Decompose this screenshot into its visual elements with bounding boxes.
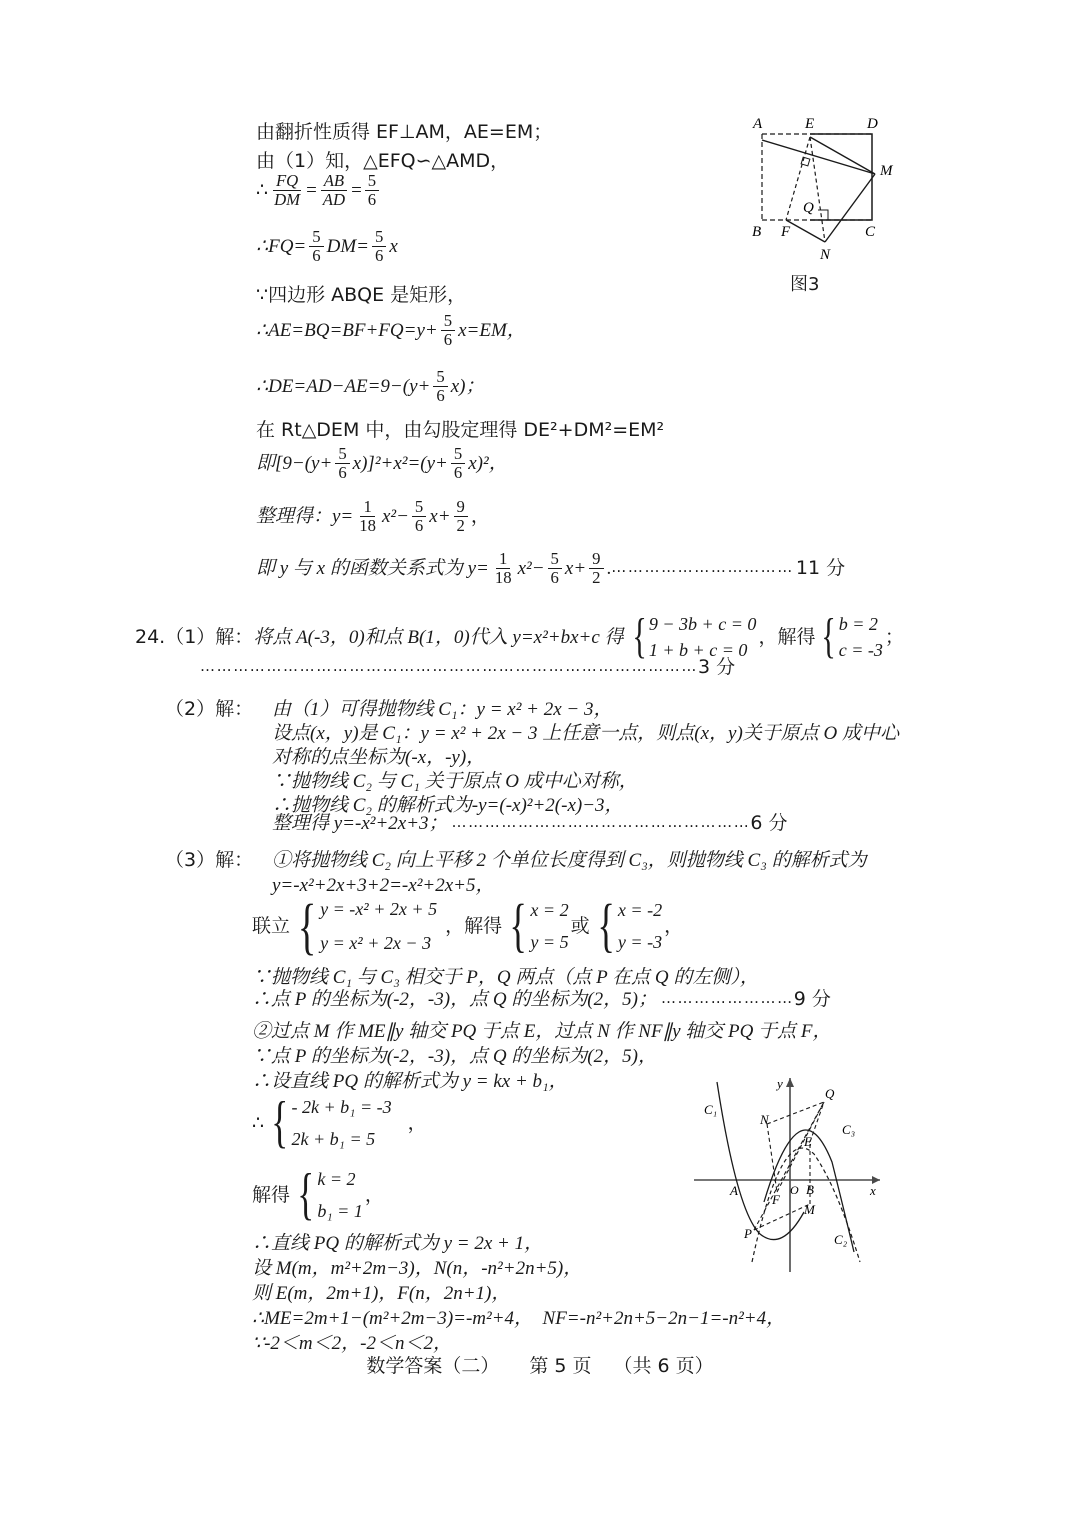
figure-3 bbox=[742, 112, 952, 295]
label-q: Q bbox=[825, 1086, 835, 1101]
svg-text:F: F bbox=[781, 224, 791, 240]
de-prefix: ∴DE=AD−AE=9−(y+ bbox=[256, 375, 431, 397]
q24-part3-line11 bbox=[252, 1228, 543, 1255]
text: 整理得 y=-x²+2x+3； bbox=[272, 813, 448, 834]
q24-part3-line12 bbox=[252, 1253, 582, 1280]
footer-page-number: 第 5 页 bbox=[529, 1355, 592, 1377]
system-pq bbox=[266, 1090, 392, 1154]
text: ∴设直线 PQ 的解析式为 y = kx + b₁， bbox=[252, 1071, 568, 1092]
q24-part2-line6 bbox=[272, 814, 788, 833]
solution: x = 2 bbox=[530, 900, 569, 920]
q23-text: 由翻折性质得 EF⊥AM，AE=EM； bbox=[256, 121, 553, 143]
q23-simplified-equation bbox=[256, 498, 490, 534]
q24-part2-label bbox=[165, 694, 253, 721]
solution: y = -3 bbox=[617, 932, 663, 953]
leader-dots: ……………………………………………… bbox=[451, 813, 751, 831]
q23-de-equation bbox=[256, 368, 484, 404]
score-mark: 6 分 bbox=[750, 812, 788, 834]
q24-part3-line15 bbox=[252, 1328, 452, 1355]
svg-text:A: A bbox=[753, 116, 763, 132]
text: 设 M(m，m²+2m−3)，N(n，-n²+2n+5)， bbox=[252, 1258, 583, 1279]
label-f: F bbox=[772, 1192, 780, 1207]
text: ①将抛物线 C₂ 向上平移 2 个单位长度得到 C₃，则抛物线 C₃ 的解析式为 bbox=[272, 850, 867, 871]
text: ∵-2＜m＜2，-2＜n＜2， bbox=[252, 1333, 452, 1354]
equation: 9 − 3b + c = 0 bbox=[648, 614, 757, 634]
figure-coordinate-graph bbox=[682, 1062, 897, 1292]
q24-part1 bbox=[135, 610, 904, 664]
score-mark: 9 分 bbox=[793, 988, 831, 1010]
svg-text:N: N bbox=[820, 247, 831, 263]
label-n: N bbox=[760, 1112, 769, 1127]
ae-prefix: ∴AE=BQ=BF+FQ=y+ bbox=[256, 319, 438, 341]
q23-text: 在 Rt△DEM 中，由勾股定理得 DE²+DM²=EM² bbox=[256, 419, 665, 441]
system-solution-1 bbox=[817, 610, 883, 664]
q24-part2-line3 bbox=[272, 742, 485, 769]
combine-label: 联立 bbox=[252, 914, 291, 937]
q24-part2-line4 bbox=[272, 766, 638, 793]
label-a: A bbox=[730, 1183, 738, 1198]
q24-part3-line1 bbox=[272, 845, 867, 872]
fraction-5-6: $\frac{5}{6}$ bbox=[412, 498, 426, 534]
text: 对称的点坐标为(-x，-y)， bbox=[272, 747, 486, 768]
q23-line-2 bbox=[256, 146, 509, 173]
ae-suffix: x=EM， bbox=[458, 319, 526, 341]
svg-text:Q: Q bbox=[803, 200, 814, 216]
system-solution-b bbox=[592, 893, 663, 959]
comma: ， bbox=[664, 914, 684, 937]
q23-final-function bbox=[256, 550, 845, 586]
solve-label: ，解得 bbox=[758, 625, 816, 648]
text: ∵抛物线 C₂ 与 C₁ 关于原点 O 成中心对称， bbox=[272, 771, 638, 792]
text: 则 E(m，2m+1)，F(n，2n+1)， bbox=[252, 1283, 511, 1304]
q24-part3-system-pq bbox=[252, 1090, 427, 1154]
semicolon: ； bbox=[884, 625, 904, 648]
leader-dots: …………………………… bbox=[611, 557, 794, 576]
q23-line-1 bbox=[256, 117, 552, 144]
equation: y = x² + 2x − 3 bbox=[320, 933, 432, 954]
equation: y = -x² + 2x + 5 bbox=[320, 899, 438, 919]
system-equations-1 bbox=[628, 610, 757, 664]
text: 设点(x，y)是 C₁：y = x² + 2x − 3 上任意一点，则点(x，y)关于原点 O 成中心 bbox=[272, 723, 900, 744]
equals: = bbox=[306, 179, 317, 201]
text: ∵点 P 的坐标为(-2，-3)，点 Q 的坐标为(2，5)， bbox=[252, 1046, 657, 1067]
text: 由（1）可得抛物线 C₁：y = x² + 2x − 3， bbox=[272, 699, 613, 720]
fraction-5-6: $\frac{5}{6}$ bbox=[451, 445, 465, 481]
x-term: x bbox=[389, 235, 398, 257]
part1-text: 将点 A(-3，0)和点 B(1，0)代入 y=x²+bx+c 得 bbox=[253, 626, 624, 648]
text: ②过点 M 作 ME∥y 轴交 PQ 于点 E，过点 N 作 NF∥y 轴交 PQ 于点 F， bbox=[252, 1021, 832, 1042]
brace: { bbox=[821, 610, 837, 664]
simplify-prefix: 整理得：y= bbox=[256, 505, 354, 527]
text: ∴直线 PQ 的解析式为 y = 2x + 1， bbox=[252, 1233, 544, 1254]
q24-part3-system-kb bbox=[252, 1162, 384, 1226]
q24-part1-score-line bbox=[200, 658, 735, 677]
svg-text:C: C bbox=[865, 224, 876, 240]
text: ∵抛物线 C₁ 与 C₃ 相交于 P，Q 两点（点 P 在点 Q 的左侧）， bbox=[252, 967, 759, 988]
q24-part3-label bbox=[165, 845, 253, 872]
text: y=-x²+2x+3+2=-x²+2x+5， bbox=[272, 875, 495, 896]
fraction-9-2: $\frac{9}{2}$ bbox=[454, 498, 468, 534]
brace: { bbox=[271, 1090, 289, 1154]
q23-ae-equation bbox=[256, 312, 526, 348]
term: x+ bbox=[429, 505, 451, 527]
solution: b = 2 bbox=[838, 614, 878, 634]
q23-ratio-equation bbox=[256, 172, 382, 208]
term: x²− bbox=[381, 505, 409, 527]
fraction-5-6: $\frac{5}{6}$ bbox=[372, 228, 386, 264]
comma: ， bbox=[407, 1111, 427, 1134]
solution: b₁ = 1 bbox=[317, 1201, 363, 1222]
fraction-5-6: $\frac{5}{6}$ bbox=[441, 312, 455, 348]
fraction-5-6: $\frac{5}{6}$ bbox=[335, 445, 349, 481]
label-c3: C₃ bbox=[842, 1122, 856, 1137]
label-e: E bbox=[804, 1134, 812, 1149]
label-b: B bbox=[806, 1182, 814, 1197]
q24-part3-line7 bbox=[252, 1041, 657, 1068]
svg-text:B: B bbox=[752, 224, 762, 240]
brace: { bbox=[297, 890, 317, 961]
part-label: （2）解： bbox=[165, 698, 254, 720]
q23-text: 由（1）知，△EFQ∽△AMD， bbox=[256, 150, 510, 172]
fraction-5-6: $\frac{5}{6}$ bbox=[309, 228, 323, 264]
label-x: x bbox=[870, 1183, 876, 1198]
dm-term: DM= bbox=[326, 235, 369, 257]
system-solution-a bbox=[504, 893, 569, 959]
q23-fq-equation bbox=[256, 228, 398, 264]
q24-part3-line6 bbox=[252, 1016, 831, 1043]
q24-part3-systems bbox=[252, 890, 684, 961]
fraction-5-6: $\frac{5}{6}$ bbox=[548, 550, 562, 586]
label-c1: C₁ bbox=[704, 1102, 718, 1117]
q23-expanded-equation bbox=[256, 445, 508, 481]
equation: - 2k + b₁ = -3 bbox=[291, 1097, 392, 1117]
footer-title: 数学答案（二） bbox=[366, 1355, 500, 1377]
q23-line-5 bbox=[256, 280, 466, 307]
text: ∴ME=2m+1−(m²+2m−3)=-m²+4， NF=-n²+2n+5−2n−1=-n²+4， bbox=[252, 1308, 786, 1329]
footer-total-pages: （共 6 页） bbox=[613, 1355, 714, 1377]
q24-part3-line8 bbox=[252, 1066, 568, 1093]
eq-middle: x)]²+x²=(y+ bbox=[352, 452, 448, 474]
fraction-5-6: $\frac{5}{6}$ bbox=[433, 368, 447, 404]
leader-dots: …………………… bbox=[660, 989, 794, 1007]
comma: ， bbox=[364, 1183, 384, 1206]
brace: { bbox=[597, 893, 615, 959]
solve-label: 解得 bbox=[252, 1183, 291, 1206]
brace: { bbox=[297, 1162, 315, 1226]
brace: { bbox=[631, 610, 647, 664]
fraction-1-18: $\frac{1}{18}$ bbox=[494, 549, 512, 587]
svg-text:E: E bbox=[805, 116, 815, 132]
term: x+ bbox=[564, 557, 587, 579]
system-kb-solution bbox=[292, 1162, 363, 1226]
score-mark: 3 分 bbox=[698, 656, 736, 678]
equals: = bbox=[351, 179, 362, 201]
fraction-9-2: $\frac{9}{2}$ bbox=[589, 550, 603, 586]
comma: ， bbox=[470, 504, 490, 527]
page-footer bbox=[0, 1357, 1080, 1376]
q24-part3-line14 bbox=[252, 1303, 785, 1330]
solution: c = -3 bbox=[838, 640, 883, 661]
q24-part2-line2 bbox=[272, 718, 899, 745]
solution: y = 5 bbox=[530, 932, 569, 953]
therefore-symbol: ∴ bbox=[256, 178, 269, 201]
eq-prefix: 即[9−(y+ bbox=[256, 452, 333, 474]
fraction-1-18: $\frac{1}{18}$ bbox=[359, 497, 376, 535]
period: . bbox=[606, 557, 612, 579]
term: x²− bbox=[517, 557, 545, 579]
q23-text: ∵四边形 ABQE 是矩形， bbox=[256, 284, 467, 306]
part-label: （3）解： bbox=[165, 849, 254, 871]
fraction-ab-ad: $\frac{AB}{AD}$ bbox=[320, 172, 348, 208]
label-m: M bbox=[804, 1202, 815, 1217]
brace: { bbox=[509, 893, 528, 959]
question-number: 24. bbox=[135, 625, 166, 648]
q24-part3-line5 bbox=[252, 990, 831, 1009]
svg-text:M: M bbox=[880, 163, 893, 179]
coordinate-graph-svg bbox=[682, 1062, 897, 1292]
figure-3-caption: 图3 bbox=[790, 274, 820, 295]
fraction-fq-dm: $\frac{FQ}{DM}$ bbox=[274, 171, 301, 209]
label-p: P bbox=[744, 1226, 752, 1241]
fq-prefix: ∴FQ= bbox=[256, 235, 307, 257]
therefore-symbol: ∴ bbox=[252, 1111, 265, 1134]
solution: x = -2 bbox=[617, 900, 663, 920]
equation: 2k + b₁ = 5 bbox=[291, 1129, 376, 1150]
text: ∴抛物线 C₂ 的解析式为-y=(-x)²+2(-x)−3， bbox=[272, 795, 624, 816]
q23-pythagoras-line bbox=[256, 415, 664, 442]
de-suffix: x)； bbox=[450, 375, 485, 397]
leader-dots: ……………………………………………………………………………… bbox=[200, 657, 698, 675]
solution: k = 2 bbox=[317, 1169, 356, 1189]
label-y: y bbox=[777, 1076, 783, 1091]
text: ∴点 P 的坐标为(-2，-3)，点 Q 的坐标为(2，5)； bbox=[252, 989, 657, 1010]
part-label: （1）解： bbox=[165, 625, 254, 648]
figure-3-svg bbox=[742, 112, 952, 292]
label-o: O bbox=[790, 1183, 799, 1197]
q24-part2-line1 bbox=[272, 694, 613, 721]
eq-suffix: x)²， bbox=[468, 452, 508, 474]
label-c2: C₂ bbox=[834, 1232, 848, 1247]
solve-label: ，解得 bbox=[445, 914, 503, 937]
q24-part3-line4 bbox=[252, 962, 759, 989]
score-mark: 11 分 bbox=[795, 556, 846, 579]
final-prefix: 即 y 与 x 的函数关系式为 y= bbox=[256, 557, 489, 579]
equation: 1 + b + c = 0 bbox=[648, 640, 748, 661]
fraction-5-6: $\frac{5}{6}$ bbox=[365, 172, 379, 208]
q24-part3-line13 bbox=[252, 1278, 510, 1305]
system-curves bbox=[292, 890, 438, 961]
svg-text:D: D bbox=[867, 116, 878, 132]
or-label: 或 bbox=[570, 914, 590, 937]
